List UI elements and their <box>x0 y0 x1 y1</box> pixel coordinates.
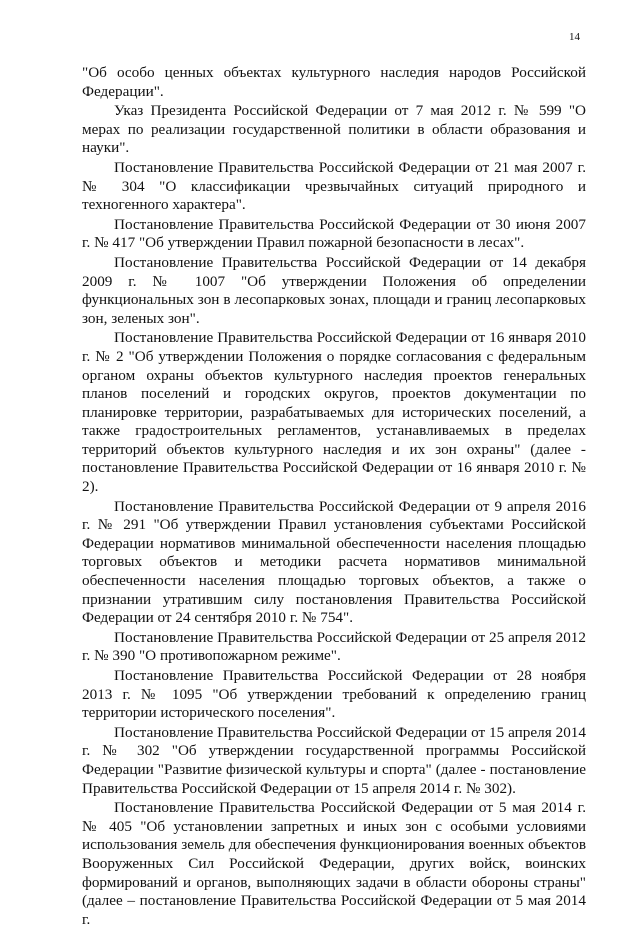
paragraph-11: Постановление Правительства Российской Федерации от 5 мая 2014 г. № 405 "Об установлении запретных и иных зон с особыми условиями использования земель для обеспечения функционирования военных объектов Вооруженных Сил Российской Федерации, других войск, воинских формирований и органов, выполняющих задачи в области обороны страны" (далее – постановление Правительства Российской Федерации от 5 мая 2014 г. <box>82 799 586 928</box>
document-body <box>82 64 586 929</box>
paragraph-2: Указ Президента Российской Федерации от 7 мая 2012 г. № 599 "О мерах по реализации государственной политики в области образования и науки". <box>82 102 586 157</box>
paragraph-10: Постановление Правительства Российской Федерации от 15 апреля 2014 г. № 302 "Об утверждении государственной программы Российской Федерации "Развитие физической культуры и спорта" (далее - постановление Правительства Российской Федерации от 15 апреля 2014 г. № 302). <box>82 723 586 797</box>
paragraph-9: Постановление Правительства Российской Федерации от 28 ноября 2013 г. № 1095 "Об утверждении требований к определению границ территории исторического поселения". <box>82 667 586 722</box>
paragraph-4: Постановление Правительства Российской Федерации от 30 июня 2007 г. № 417 "Об утверждении Правил пожарной безопасности в лесах". <box>82 215 586 252</box>
paragraph-6: Постановление Правительства Российской Федерации от 16 января 2010 г. № 2 "Об утверждении Положения о порядке согласования с федеральным органом охраны объектов культурного наследия проектов генеральных планов поселений и городских округов, проектов документации по планировке территории, разрабатываемых для исторических поселений, а также градостроительных регламентов, устанавливаемых в пределах территорий объектов культурного наследия и их зон охраны" (далее - постановление Правительства Российской Федерации от 16 января 2010 г. № 2). <box>82 329 586 496</box>
paragraph-3: Постановление Правительства Российской Федерации от 21 мая 2007 г. № 304 "О классификации чрезвычайных ситуаций природного и техногенного характера". <box>82 158 586 214</box>
paragraph-7: Постановление Правительства Российской Федерации от 9 апреля 2016 г. № 291 "Об утверждении Правил установления субъектами Российской Федерации нормативов минимальной обеспеченности населения площадью торговых объектов и методики расчета нормативов минимальной обеспеченности населения площадью торговых объектов, а также о признании утратившим силу постановления Правительства Российской Федерации от 24 сентября 2010 г. № 754". <box>82 497 586 627</box>
page-number: 14 <box>569 31 580 43</box>
paragraph-8: Постановление Правительства Российской Федерации от 25 апреля 2012 г. № 390 "О противопожарном режиме". <box>82 628 586 665</box>
paragraph-5: Постановление Правительства Российской Федерации от 14 декабря 2009 г. № 1007 "Об утверждении Положения об определении функциональных зон в лесопарковых зонах, площади и границ лесопарковых зон, зеленых зон". <box>82 253 586 327</box>
paragraph-1: "Об особо ценных объектах культурного наследия народов Российской Федерации". <box>82 64 586 100</box>
